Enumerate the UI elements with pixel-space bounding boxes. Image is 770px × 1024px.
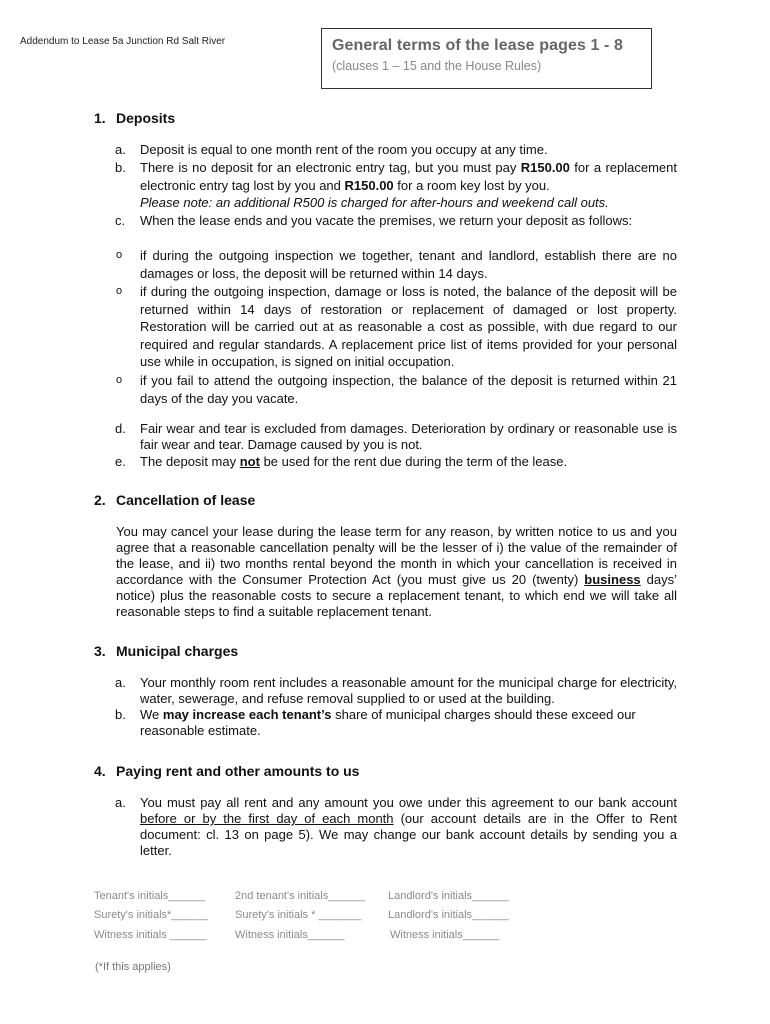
- clause-text: You must pay all rent and any amount you owe under this agreement to our bank account: [140, 795, 677, 810]
- bullet-text: if you fail to attend the outgoing inspection, the balance of the deposit is returned within 21 days of the day you vacate.: [140, 373, 677, 406]
- title-box: [321, 28, 652, 89]
- emphasis-business: business: [584, 572, 641, 587]
- bullet-item: [116, 247, 677, 282]
- clause-text: The deposit may: [140, 454, 237, 469]
- document-subtitle: (clauses 1 – 15 and the House Rules): [332, 59, 542, 73]
- tenant-initials: Tenant's initials______: [94, 890, 205, 902]
- section-title: Paying rent and other amounts to us: [116, 763, 360, 779]
- clause-marker: a.: [115, 795, 126, 810]
- clause-marker: e.: [115, 454, 126, 469]
- clause-marker: d.: [115, 421, 126, 436]
- clause-text: Deposit is equal to one month rent of the room you occupy at any time.: [140, 142, 548, 157]
- bullet-item: [116, 372, 677, 407]
- section-number: 4.: [94, 763, 106, 779]
- bullet-marker: o: [116, 374, 123, 386]
- clause-1e: [115, 453, 680, 471]
- clause-1c: [115, 212, 680, 230]
- section-number: 1.: [94, 110, 106, 126]
- clause-marker: a.: [115, 142, 126, 157]
- clause-marker: c.: [115, 213, 126, 228]
- addendum-label: Addendum to Lease 5a Junction Rd Salt River: [20, 36, 226, 47]
- section-2-heading: [94, 492, 255, 508]
- clause-text: for a replacement electronic entry tag lost by you and: [140, 160, 677, 193]
- emphasis-not: not: [239, 454, 260, 469]
- section-1-heading: [94, 110, 175, 126]
- witness-initials-1: Witness initials ______: [94, 929, 207, 941]
- section-title: Deposits: [116, 110, 176, 126]
- clause-text: There is no deposit for an electronic entry tag, but you must pay: [140, 160, 517, 175]
- landlord-initials-2: Landlord's initials______: [388, 909, 509, 921]
- section-title: Municipal charges: [116, 643, 239, 659]
- clause-1b: [115, 159, 677, 212]
- clause-text: Fair wear and tear is excluded from damages. Deterioration by ordinary or reasonable use is fair wear and tear. Damage caused by you is not.: [140, 421, 677, 452]
- clause-text: When the lease ends and you vacate the premises, we return your deposit as follows:: [140, 213, 633, 228]
- clause-1d: [115, 421, 677, 453]
- clause-text: We: [140, 707, 160, 722]
- paragraph-text: You may cancel your lease during the lease term for any reason, by written notice to us and you agree that a reasonable cancellation penalty will be the lesser of i) the value of the remainder of the lease, and ii) two months rental beyond the month in which your cancellation is received in accordance with the Consumer Protection Act (you must give us 20 (twenty): [116, 524, 677, 587]
- emphasis-increase: may increase each tenant’s: [162, 707, 332, 722]
- callout-note: Please note: an additional R500 is charged for after-hours and weekend call outs.: [140, 195, 609, 210]
- section-4-heading: [94, 763, 359, 779]
- witness-initials-2: Witness initials______: [235, 929, 345, 941]
- bullet-item: [116, 283, 677, 371]
- bullet-marker: o: [116, 285, 123, 297]
- applies-note: (*If this applies): [95, 961, 171, 973]
- surety-initials-2: Surety's initials * _______: [235, 909, 362, 921]
- clause-marker: b.: [115, 160, 126, 175]
- clause-text: Your monthly room rent includes a reasonable amount for the municipal charge for electricity, water, sewerage, and refuse removal supplied to or used at the building.: [140, 675, 677, 706]
- section-title: Cancellation of lease: [116, 492, 256, 508]
- clause-text: be used for the rent due during the term of the lease.: [263, 454, 568, 469]
- clause-1a: [115, 141, 680, 159]
- bullet-text: if during the outgoing inspection, damage or loss is noted, the balance of the deposit will be returned within 14 days of restoration or replacement of damaged or lost property. Restoration will be carried out at as reasonable a cost as possible, with due regard to our required and regular standards. A replacement price list of items provided for your personal use while in occupation, is signed on initial occupation.: [140, 284, 677, 369]
- clause-text: for a room key lost by you.: [397, 177, 550, 193]
- due-date-underlined: before or by the first day of each month: [140, 811, 394, 826]
- bullet-text: if during the outgoing inspection we together, tenant and landlord, establish there are no damages or loss, the deposit will be returned within 14 days.: [140, 248, 677, 281]
- witness-initials-3: Witness initials______: [390, 929, 500, 941]
- amount-key: R150.00: [344, 177, 394, 193]
- paragraph-text: days’ notice) plus the reasonable costs to secure a replacement tenant, to which end we will take all reasonable steps to find a suitable replacement tenant.: [116, 572, 677, 619]
- clause-3a: [115, 675, 677, 707]
- clause-4a: [115, 795, 677, 859]
- section-3-heading: [94, 643, 238, 659]
- section-number: 3.: [94, 643, 106, 659]
- surety-initials: Surety's initials*______: [94, 909, 209, 921]
- landlord-initials: Landlord's initials______: [388, 890, 509, 902]
- clause-marker: a.: [115, 675, 126, 690]
- section-number: 2.: [94, 492, 106, 508]
- second-tenant-initials: 2nd tenant's initials______: [235, 890, 365, 902]
- cancellation-paragraph: [116, 524, 677, 620]
- clause-text: share of municipal charges should these exceed our reasonable estimate.: [140, 707, 636, 738]
- clause-3b: [115, 707, 680, 739]
- clause-text: (our account details are in the Offer to Rent document: cl. 13 on page 5). We may change our bank account details by sending you a letter.: [140, 811, 677, 858]
- clause-marker: b.: [115, 707, 126, 722]
- bullet-marker: o: [116, 249, 123, 261]
- document-title: General terms of the lease pages 1 - 8: [332, 37, 624, 54]
- amount-tag: R150.00: [520, 160, 570, 175]
